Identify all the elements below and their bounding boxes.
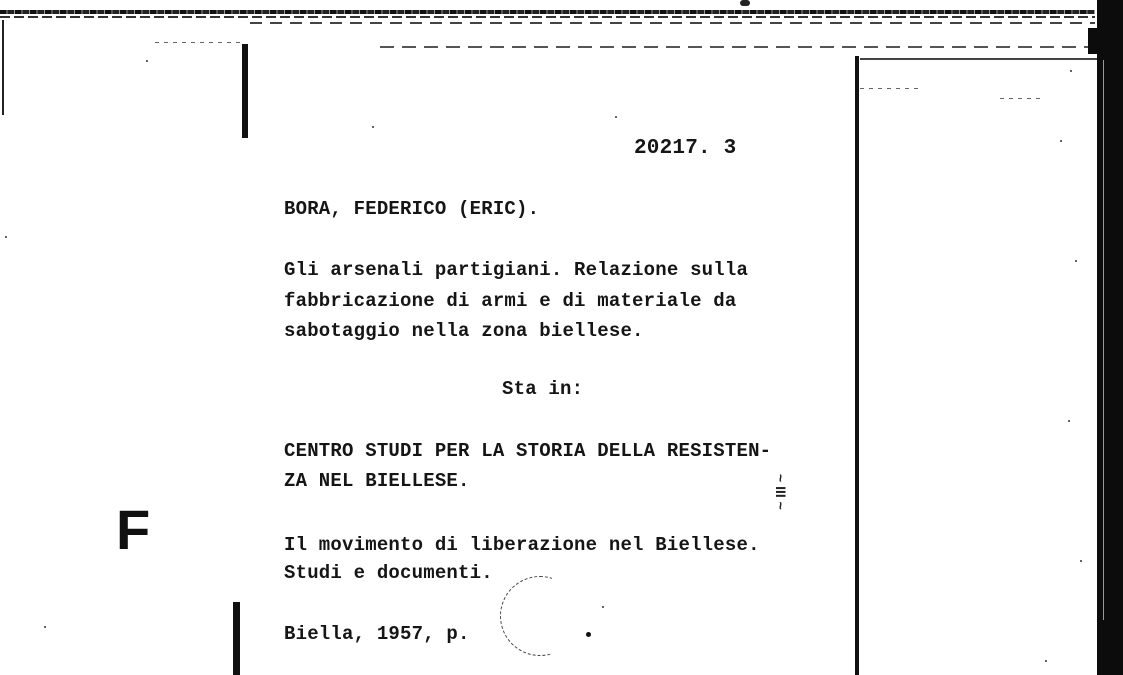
card-left-edge-bottom (233, 602, 240, 675)
dash-noise (155, 42, 245, 43)
author-heading: BORA, FEDERICO (ERIC). (284, 198, 540, 220)
speck (5, 236, 7, 238)
in-label: Sta in: (502, 378, 584, 400)
left-margin-rule (2, 20, 4, 115)
top-border-noise-2 (0, 16, 1095, 18)
dash-noise (1000, 98, 1040, 99)
scan-right-edge-notch (1088, 28, 1100, 54)
side-annotation-mark: ~ III ~ (773, 474, 789, 510)
speck (1075, 260, 1077, 262)
series-line-2: Studi e documenti. (284, 562, 493, 584)
speck (615, 116, 617, 118)
card-right-edge (855, 56, 859, 675)
series-line-1: Il movimento di liberazione nel Biellese. (284, 534, 760, 556)
top-border-noise-3 (250, 22, 1095, 24)
adjacent-card-edge (1103, 60, 1104, 620)
top-border-noise-4 (380, 46, 1095, 48)
imprint-line: Biella, 1957, p. (284, 623, 470, 645)
title-line-1: Gli arsenali partigiani. Relazione sulla (284, 259, 749, 281)
page-number-circle (500, 576, 580, 656)
catalog-number: 20217. 3 (634, 137, 737, 160)
speck (1080, 560, 1082, 562)
card-left-edge-top (242, 44, 248, 138)
speck (1068, 420, 1070, 422)
speck (146, 60, 148, 62)
speck (602, 606, 604, 608)
publisher-line-2: ZA NEL BIELLESE. (284, 470, 470, 492)
title-line-2: fabbricazione di armi e di materiale da (284, 290, 737, 312)
card-top-edge-right (860, 58, 1105, 60)
title-line-3: sabotaggio nella zona biellese. (284, 320, 644, 342)
publisher-line-1: CENTRO STUDI PER LA STORIA DELLA RESISTEN- (284, 440, 772, 462)
top-border-noise (0, 10, 1095, 14)
margin-letter: F (116, 498, 151, 561)
period-mark (586, 632, 591, 637)
speck (44, 626, 46, 628)
scan-right-edge (1097, 0, 1123, 675)
speck (1060, 140, 1062, 142)
speck (1045, 660, 1047, 662)
dash-noise (860, 88, 920, 89)
speck (1070, 70, 1072, 72)
top-ink-mark (740, 0, 750, 6)
speck (372, 126, 374, 128)
